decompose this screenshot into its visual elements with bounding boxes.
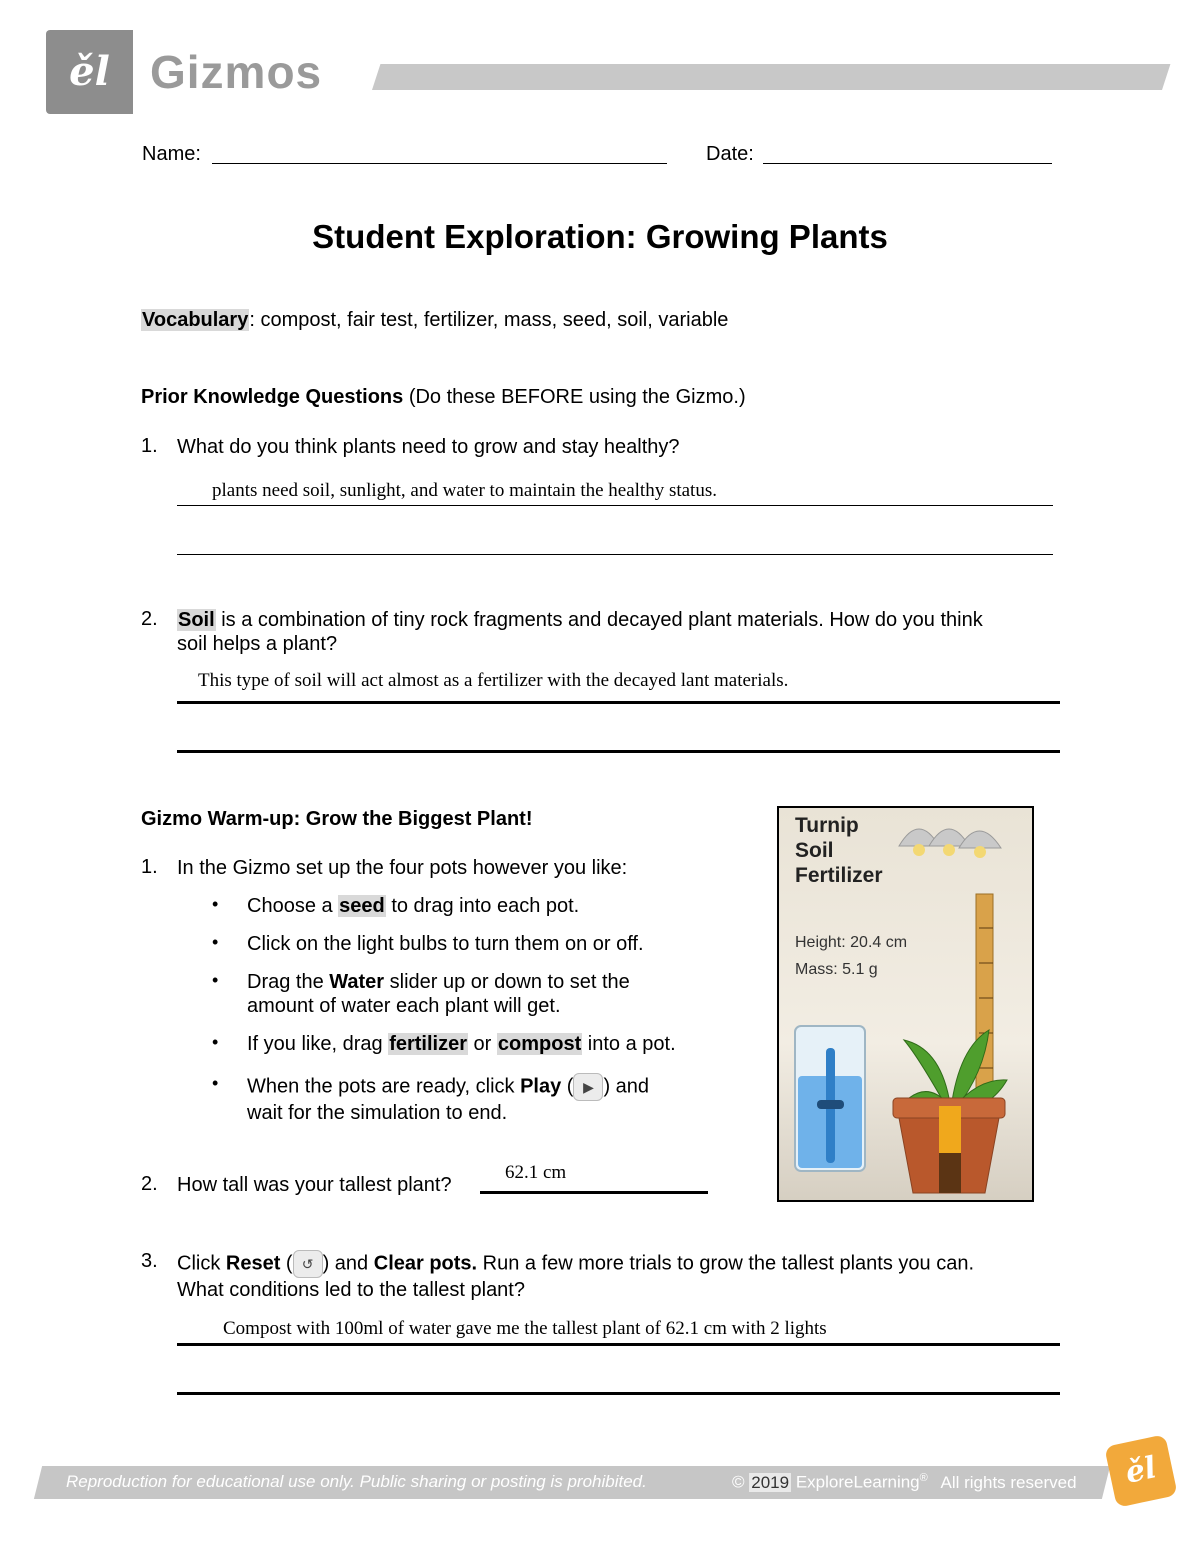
ruler-icon [976, 894, 993, 1104]
gizmo-height: Height: 20.4 cm [795, 934, 908, 951]
bullet-text: slider up or down to set the [384, 971, 630, 993]
bullet-text: Drag the [247, 971, 330, 993]
date-field[interactable] [763, 163, 1052, 164]
bullet-icon: • [212, 1032, 219, 1052]
water-term: Water [329, 971, 385, 993]
pk-q2-answer[interactable]: This type of soil will act almost as a fertilizer with the decayed lant materials. [198, 670, 789, 691]
bullet-icon: • [212, 894, 219, 914]
vocabulary-line [141, 308, 728, 332]
bullet-icon: • [212, 970, 219, 990]
name-label: Name: [142, 143, 201, 165]
gizmos-logo [46, 30, 133, 114]
warmup-q3-number: 3. [141, 1250, 158, 1272]
bullet-text: If you like, drag [247, 1033, 389, 1055]
lamp-icon [899, 829, 1001, 858]
name-field[interactable] [212, 163, 667, 164]
q3-text: Run a few more trials to grow the tallest plants you can. [477, 1252, 975, 1275]
pk-q2-text [177, 608, 1057, 656]
bullet-text: When the pots are ready, click [247, 1075, 521, 1098]
registered-mark: ® [919, 1472, 928, 1484]
warmup-q1-text: In the Gizmo set up the four pots however you like: [177, 857, 628, 879]
q3-text: What conditions led to the tallest plant? [177, 1279, 525, 1301]
gizmo-label-soil: Soil [795, 839, 834, 862]
bullet-item [247, 970, 630, 1018]
answer-line [177, 554, 1053, 555]
bullet-text: ( [561, 1075, 574, 1098]
bullet-text: to drag into each pot. [385, 895, 580, 917]
vocabulary-list: : compost, fair test, fertilizer, mass, seed, soil, variable [249, 309, 729, 331]
copyright-symbol: © [732, 1472, 745, 1492]
warmup-heading [141, 807, 532, 831]
bullet-item [247, 1032, 676, 1056]
bullet-text: or [468, 1033, 497, 1055]
footer-copyright [732, 1472, 1077, 1493]
pk-q1-text: What do you think plants need to grow and stay healthy? [177, 436, 680, 458]
q3-text: ) and [322, 1252, 374, 1275]
prior-knowledge-heading [141, 385, 746, 409]
bullet-item [247, 894, 579, 918]
footer-company: ExploreLearning [795, 1472, 920, 1492]
bullet-item [247, 1073, 649, 1125]
bullet-text: wait for the simulation to end. [247, 1102, 508, 1124]
beaker-icon [795, 1026, 865, 1171]
footer-rights: All rights reserved [940, 1472, 1077, 1492]
footer-notice: Reproduction for educational use only. Public sharing or posting is prohibited. [66, 1472, 647, 1491]
q3-text: Click [177, 1252, 226, 1275]
warmup-title: Gizmo Warm-up: Grow the Biggest Plant! [141, 808, 533, 830]
answer-line [177, 750, 1060, 753]
play-term: Play [520, 1075, 562, 1098]
prior-knowledge-note: (Do these BEFORE using the Gizmo.) [403, 386, 746, 408]
footer-year: 2019 [751, 1472, 790, 1492]
gizmo-label-seed: Turnip [795, 814, 859, 837]
answer-line [177, 701, 1060, 704]
gizmo-mass: Mass: 5.1 g [795, 961, 878, 978]
warmup-q2-text: How tall was your tallest plant? [177, 1174, 452, 1196]
pk-q2-text-line1: is a combination of tiny rock fragments and decayed plant materials. How do you think [215, 609, 983, 631]
answer-line [177, 505, 1053, 506]
bullet-icon: • [212, 1073, 219, 1093]
bullet-item: Click on the light bulbs to turn them on or off. [247, 933, 644, 955]
pk-q1-number: 1. [141, 435, 158, 457]
date-label: Date: [706, 143, 754, 165]
answer-line [480, 1191, 708, 1194]
clear-pots-term: Clear pots. [373, 1252, 478, 1275]
header-bar [372, 64, 1170, 90]
warmup-q2-number: 2. [141, 1173, 158, 1195]
reset-term: Reset [225, 1252, 281, 1275]
q3-text: ( [280, 1252, 293, 1275]
warmup-q3-answer[interactable]: Compost with 100ml of water gave me the tallest plant of 62.1 cm with 2 lights [223, 1318, 827, 1339]
gizmo-screenshot [777, 806, 1034, 1202]
compost-term: compost [497, 1033, 582, 1055]
logo-mark: ěl [69, 48, 110, 95]
vocabulary-label: Vocabulary [142, 309, 249, 331]
page-title: Student Exploration: Growing Plants [312, 218, 888, 255]
gizmo-illustration [779, 808, 1032, 1200]
bullet-text: into a pot. [582, 1033, 676, 1055]
pot-icon [893, 1098, 1005, 1193]
gizmo-label-fertilizer: Fertilizer [795, 864, 883, 887]
seed-term: seed [339, 895, 385, 917]
brand-name: Gizmos [150, 46, 323, 98]
pk-q2-text-line2: soil helps a plant? [177, 633, 338, 655]
explorelearning-logo: ěl [1104, 1434, 1178, 1508]
answer-line [177, 1343, 1060, 1346]
warmup-q3-text [177, 1250, 1077, 1302]
warmup-q1-number: 1. [141, 856, 158, 878]
soil-term: Soil [178, 609, 215, 631]
warmup-q2-answer[interactable]: 62.1 cm [505, 1162, 567, 1183]
fertilizer-term: fertilizer [389, 1033, 467, 1055]
play-icon: ▶ [573, 1073, 603, 1101]
prior-knowledge-title: Prior Knowledge Questions [141, 386, 404, 408]
pk-q1-answer[interactable]: plants need soil, sunlight, and water to maintain the healthy status. [212, 480, 717, 501]
bullet-text: amount of water each plant will get. [247, 995, 561, 1017]
bullet-text: ) and [603, 1075, 650, 1098]
reset-icon: ↺ [293, 1250, 323, 1278]
bullet-icon: • [212, 932, 219, 952]
answer-line [177, 1392, 1060, 1395]
bullet-text: Choose a [247, 895, 339, 917]
pk-q2-number: 2. [141, 608, 158, 630]
